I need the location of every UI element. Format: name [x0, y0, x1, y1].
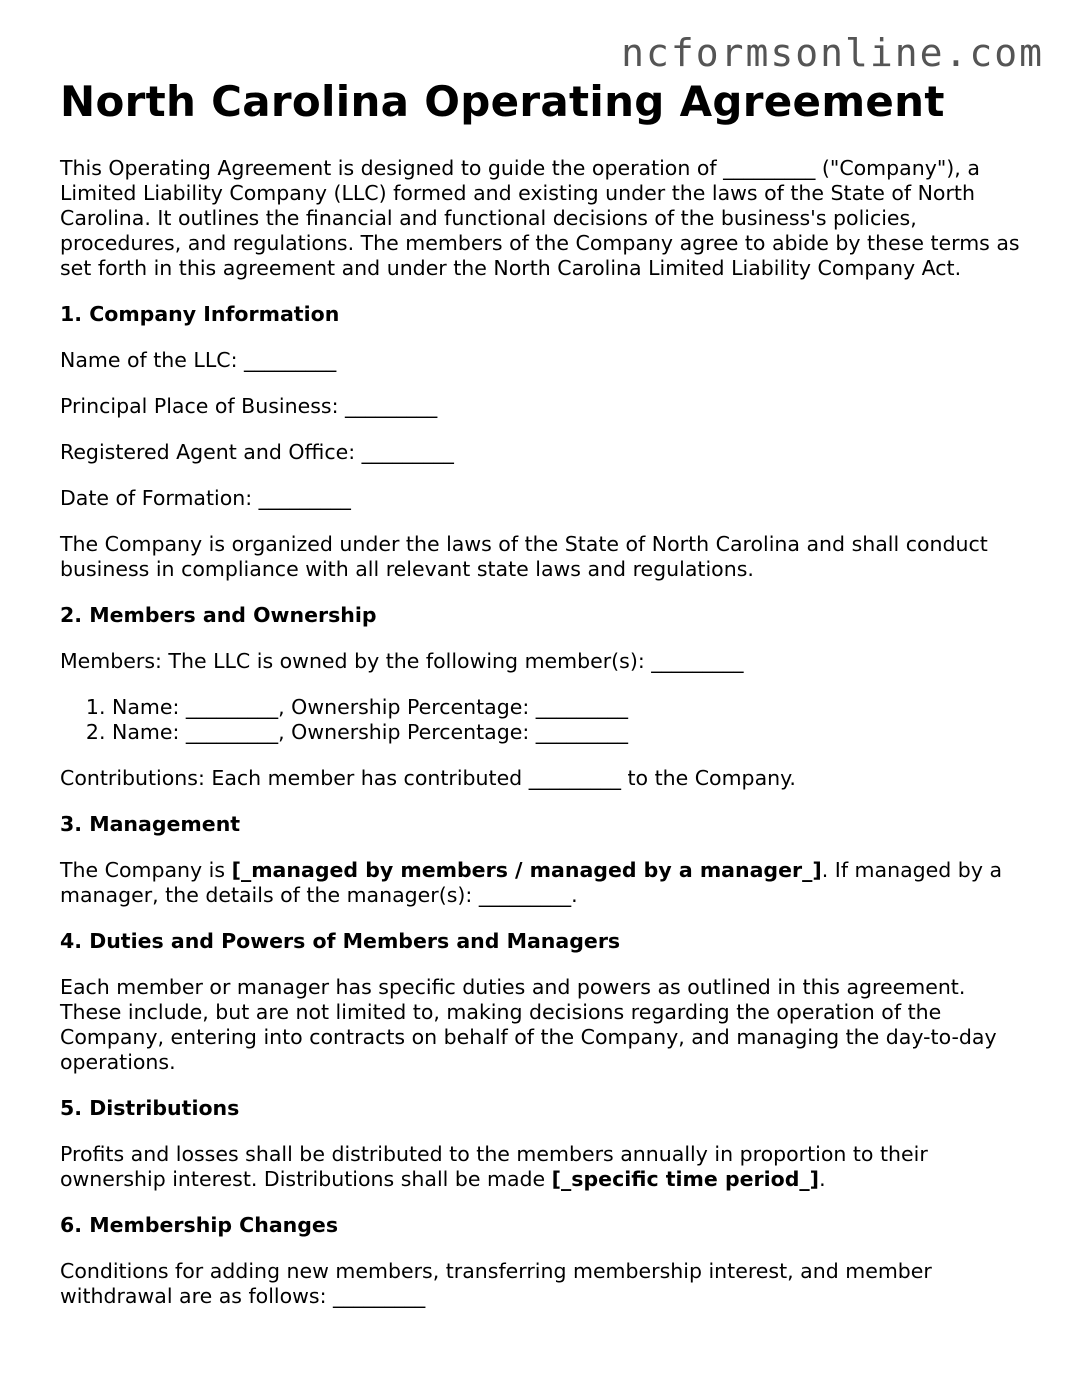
section-heading-duties-powers: 4. Duties and Powers of Members and Managers	[60, 929, 621, 953]
member-list-item: 1. Name: _________, Ownership Percentage: _________	[112, 695, 1020, 720]
member-list-item: 2. Name: _________, Ownership Percentage: _________	[112, 720, 1020, 745]
management-option-placeholder: [_managed by members / managed by a manager_]	[231, 858, 822, 882]
member-list	[60, 695, 1020, 745]
document-title: North Carolina Operating Agreement	[60, 77, 945, 126]
section-heading-membership-changes: 6. Membership Changes	[60, 1213, 339, 1237]
organization-paragraph: The Company is organized under the laws of the State of North Carolina and shall conduct business in compliance with all relevant state laws and regulations.	[60, 532, 988, 581]
distributions-text-tail: .	[819, 1167, 826, 1191]
section-heading-distributions: 5. Distributions	[60, 1096, 240, 1120]
members-paragraph: Members: The LLC is owned by the following member(s): _________	[60, 649, 744, 673]
principal-place-field: Principal Place of Business: _________	[60, 394, 438, 418]
membership-changes-paragraph: Conditions for adding new members, transferring membership interest, and member withdrawal are as follows: _________	[60, 1259, 932, 1308]
section-heading-members-ownership: 2. Members and Ownership	[60, 603, 377, 627]
distributions-paragraph	[60, 1142, 1020, 1192]
duties-paragraph: Each member or manager has specific duties and powers as outlined in this agreement. These include, but are not limited to, making decisions regarding the operation of the Company, entering into contracts on behalf of the Company, and managing the day-to-day operations.	[60, 975, 997, 1074]
contributions-paragraph: Contributions: Each member has contributed _________ to the Company.	[60, 766, 796, 790]
section-heading-company-information: 1. Company Information	[60, 302, 340, 326]
document-page	[60, 78, 1020, 1330]
management-text-tail: . If managed by a manager, the details of the manager(s): _________.	[60, 858, 1003, 907]
intro-paragraph: This Operating Agreement is designed to guide the operation of _________ ("Company"), a Limited Liability Company (LLC) formed and existing under the laws of the State of North Carolina. It outlines the financial and functional decisions of the business's policies, procedures, and regulations. The members of the Company agree to abide by these terms as set forth in this agreement and under the North Carolina Limited Liability Company Act.	[60, 156, 1020, 280]
registered-agent-field: Registered Agent and Office: _________	[60, 440, 454, 464]
management-text-lead: The Company is	[60, 858, 232, 882]
management-paragraph	[60, 858, 1020, 908]
distribution-period-placeholder: [_specific time period_]	[551, 1167, 820, 1191]
section-heading-management: 3. Management	[60, 812, 241, 836]
formation-date-field: Date of Formation: _________	[60, 486, 351, 510]
distributions-text-lead: Profits and losses shall be distributed to the members annually in proportion to their ownership interest. Distributions shall be made	[60, 1142, 928, 1191]
site-watermark: ncformsonline.com	[621, 31, 1044, 75]
llc-name-field: Name of the LLC: _________	[60, 348, 337, 372]
